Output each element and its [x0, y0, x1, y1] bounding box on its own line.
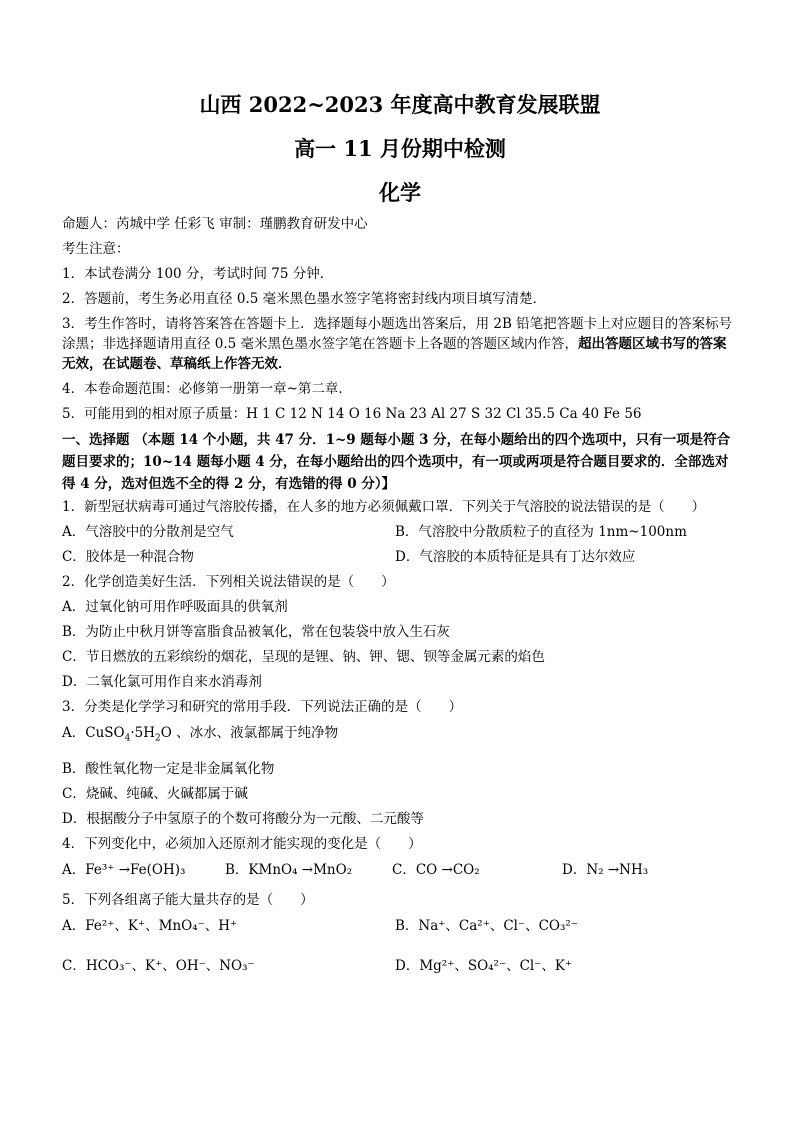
q4-option-c: C．CO →CO₂: [392, 861, 480, 878]
q5-stem: 5．下列各组离子能大量共存的是（ ）: [62, 891, 314, 908]
q3-option-d: D．根据酸分子中氢原子的个数可将酸分为一元酸、二元酸等: [62, 810, 424, 827]
q2-option-a: A．过氧化钠可用作呼吸面具的供氧剂: [62, 599, 288, 615]
q1-option-b: B．气溶胶中分散质粒子的直径为 1nm~100nm: [395, 524, 687, 540]
q1-options-row-2: [62, 547, 738, 567]
notice-heading: 考生注意：: [62, 241, 130, 257]
q2-option-c: C．节日燃放的五彩缤纷的烟花，呈现的是锂、钠、钾、锶、钡等金属元素的焰色: [62, 649, 545, 665]
q3-option-c: C．烧碱、纯碱、火碱都属于碱: [62, 785, 248, 802]
subject-title: 化学: [379, 180, 421, 205]
q3-option-a-label: A．: [62, 725, 86, 741]
notice-3-text: 3．考生作答时，请将答案答在答题卡上．选择题每小题选出答案后，用 2B 铅笔把答题卡上对应题目的答案标号涂黑；非选择题请用直径 0.5 毫米黑色墨水签字笔在答题卡上各题的答题区域内作答，: [62, 316, 733, 352]
notice-3: [62, 314, 738, 374]
q3-formula-cuso: CuSO: [85, 725, 125, 741]
q5-options-row-2: [62, 955, 738, 977]
q5-option-b: B．Na⁺、Ca²⁺、Cl⁻、CO₃²⁻: [395, 917, 578, 934]
q2-option-d: D．二氧化氯可用作自来水消毒剂: [62, 674, 262, 690]
q1-option-d: D．气溶胶的本质特征是具有丁达尔效应: [395, 549, 636, 565]
notice-1: 1．本试卷满分 100 分，考试时间 75 分钟．: [62, 266, 334, 282]
notice-2: 2．答题前，考生务必用直径 0.5 毫米黑色墨水签字笔将密封线内项目填写清楚．: [62, 291, 547, 307]
q3-formula-5h: ·5H: [130, 725, 155, 741]
exam-subtitle: 高一 11 月份期中检测: [294, 136, 506, 161]
q2-stem: 2．化学创造美好生活．下列相关说法错误的是（ ）: [62, 574, 395, 590]
q3-option-a: A．$CuSO_4\cdot 5H_2O$ 、冰水、液氯都属于纯净物: [62, 725, 339, 744]
author-line: 命题人：芮城中学 任彩飞 审制：瑾鹏教育研发中心: [62, 216, 368, 232]
q2-option-b: B．为防止中秋月饼等富脂食品被氧化，常在包装袋中放入生石灰: [62, 624, 450, 640]
q4-option-a: A．Fe³⁺ →Fe(OH)₃: [62, 861, 186, 878]
q4-options-row: [62, 859, 738, 881]
exam-title: 山西 2022~2023 年度高中教育发展联盟: [199, 92, 601, 117]
q5-option-c: C．HCO₃⁻、K⁺、OH⁻、NO₃⁻: [62, 957, 255, 974]
q4-option-d: D．N₂ →NH₃: [562, 861, 649, 878]
q5-options-row-1: [62, 915, 738, 937]
q4-stem: 4．下列变化中，必须加入还原剂才能实现的变化是（ ）: [62, 835, 422, 852]
q5-option-a: A．Fe²⁺、K⁺、MnO₄⁻、H⁺: [62, 917, 238, 934]
notice-5: 5．可能用到的相对原子质量：H 1 C 12 N 14 O 16 Na 23 Al 27 S 32 Cl 35.5 Ca 40 Fe 56: [62, 406, 642, 422]
q1-stem: 1．新型冠状病毒可通过气溶胶传播，在人多的地方必须佩戴口罩．下列关于气溶胶的说法错误的是（ ）: [62, 499, 706, 515]
q1-option-a: A．气溶胶中的分散剂是空气: [62, 524, 234, 540]
notice-3-bold: 超出答题区域书写的答案无效，在试题卷、草稿纸上作答无效．: [62, 336, 727, 372]
section-1-heading: 一、选择题 （本题 14 个小题，共 47 分．1~9 题每小题 3 分，在每小题给出的四个选项中，只有一项是符合题目要求的；10~14 题每小题 4 分，在每小题给出的四个选项中，有一项或两项是符合题目要求的．全部选对得 4 分，选对但选不全的得 2 分，有选错的得 0 分）】: [62, 432, 731, 492]
q3-option-a-text: 、冰水、液氯都属于纯净物: [171, 725, 339, 741]
q3-option-b: B．酸性氧化物一定是非金属氧化物: [62, 760, 275, 777]
notice-4: 4．本卷命题范围：必修第一册第一章~第二章．: [62, 381, 352, 397]
q4-option-b: B．KMnO₄ →MnO₂: [225, 861, 353, 878]
q3-formula-o: O: [160, 725, 172, 741]
q5-option-d: D．Mg²⁺、SO₄²⁻、Cl⁻、K⁺: [395, 957, 573, 974]
q3-stem: 3．分类是化学学习和研究的常用手段．下列说法正确的是（ ）: [62, 699, 463, 715]
q1-option-c: C．胶体是一种混合物: [62, 549, 194, 565]
exam-page: [62, 92, 738, 986]
q1-options-row-1: [62, 522, 738, 542]
